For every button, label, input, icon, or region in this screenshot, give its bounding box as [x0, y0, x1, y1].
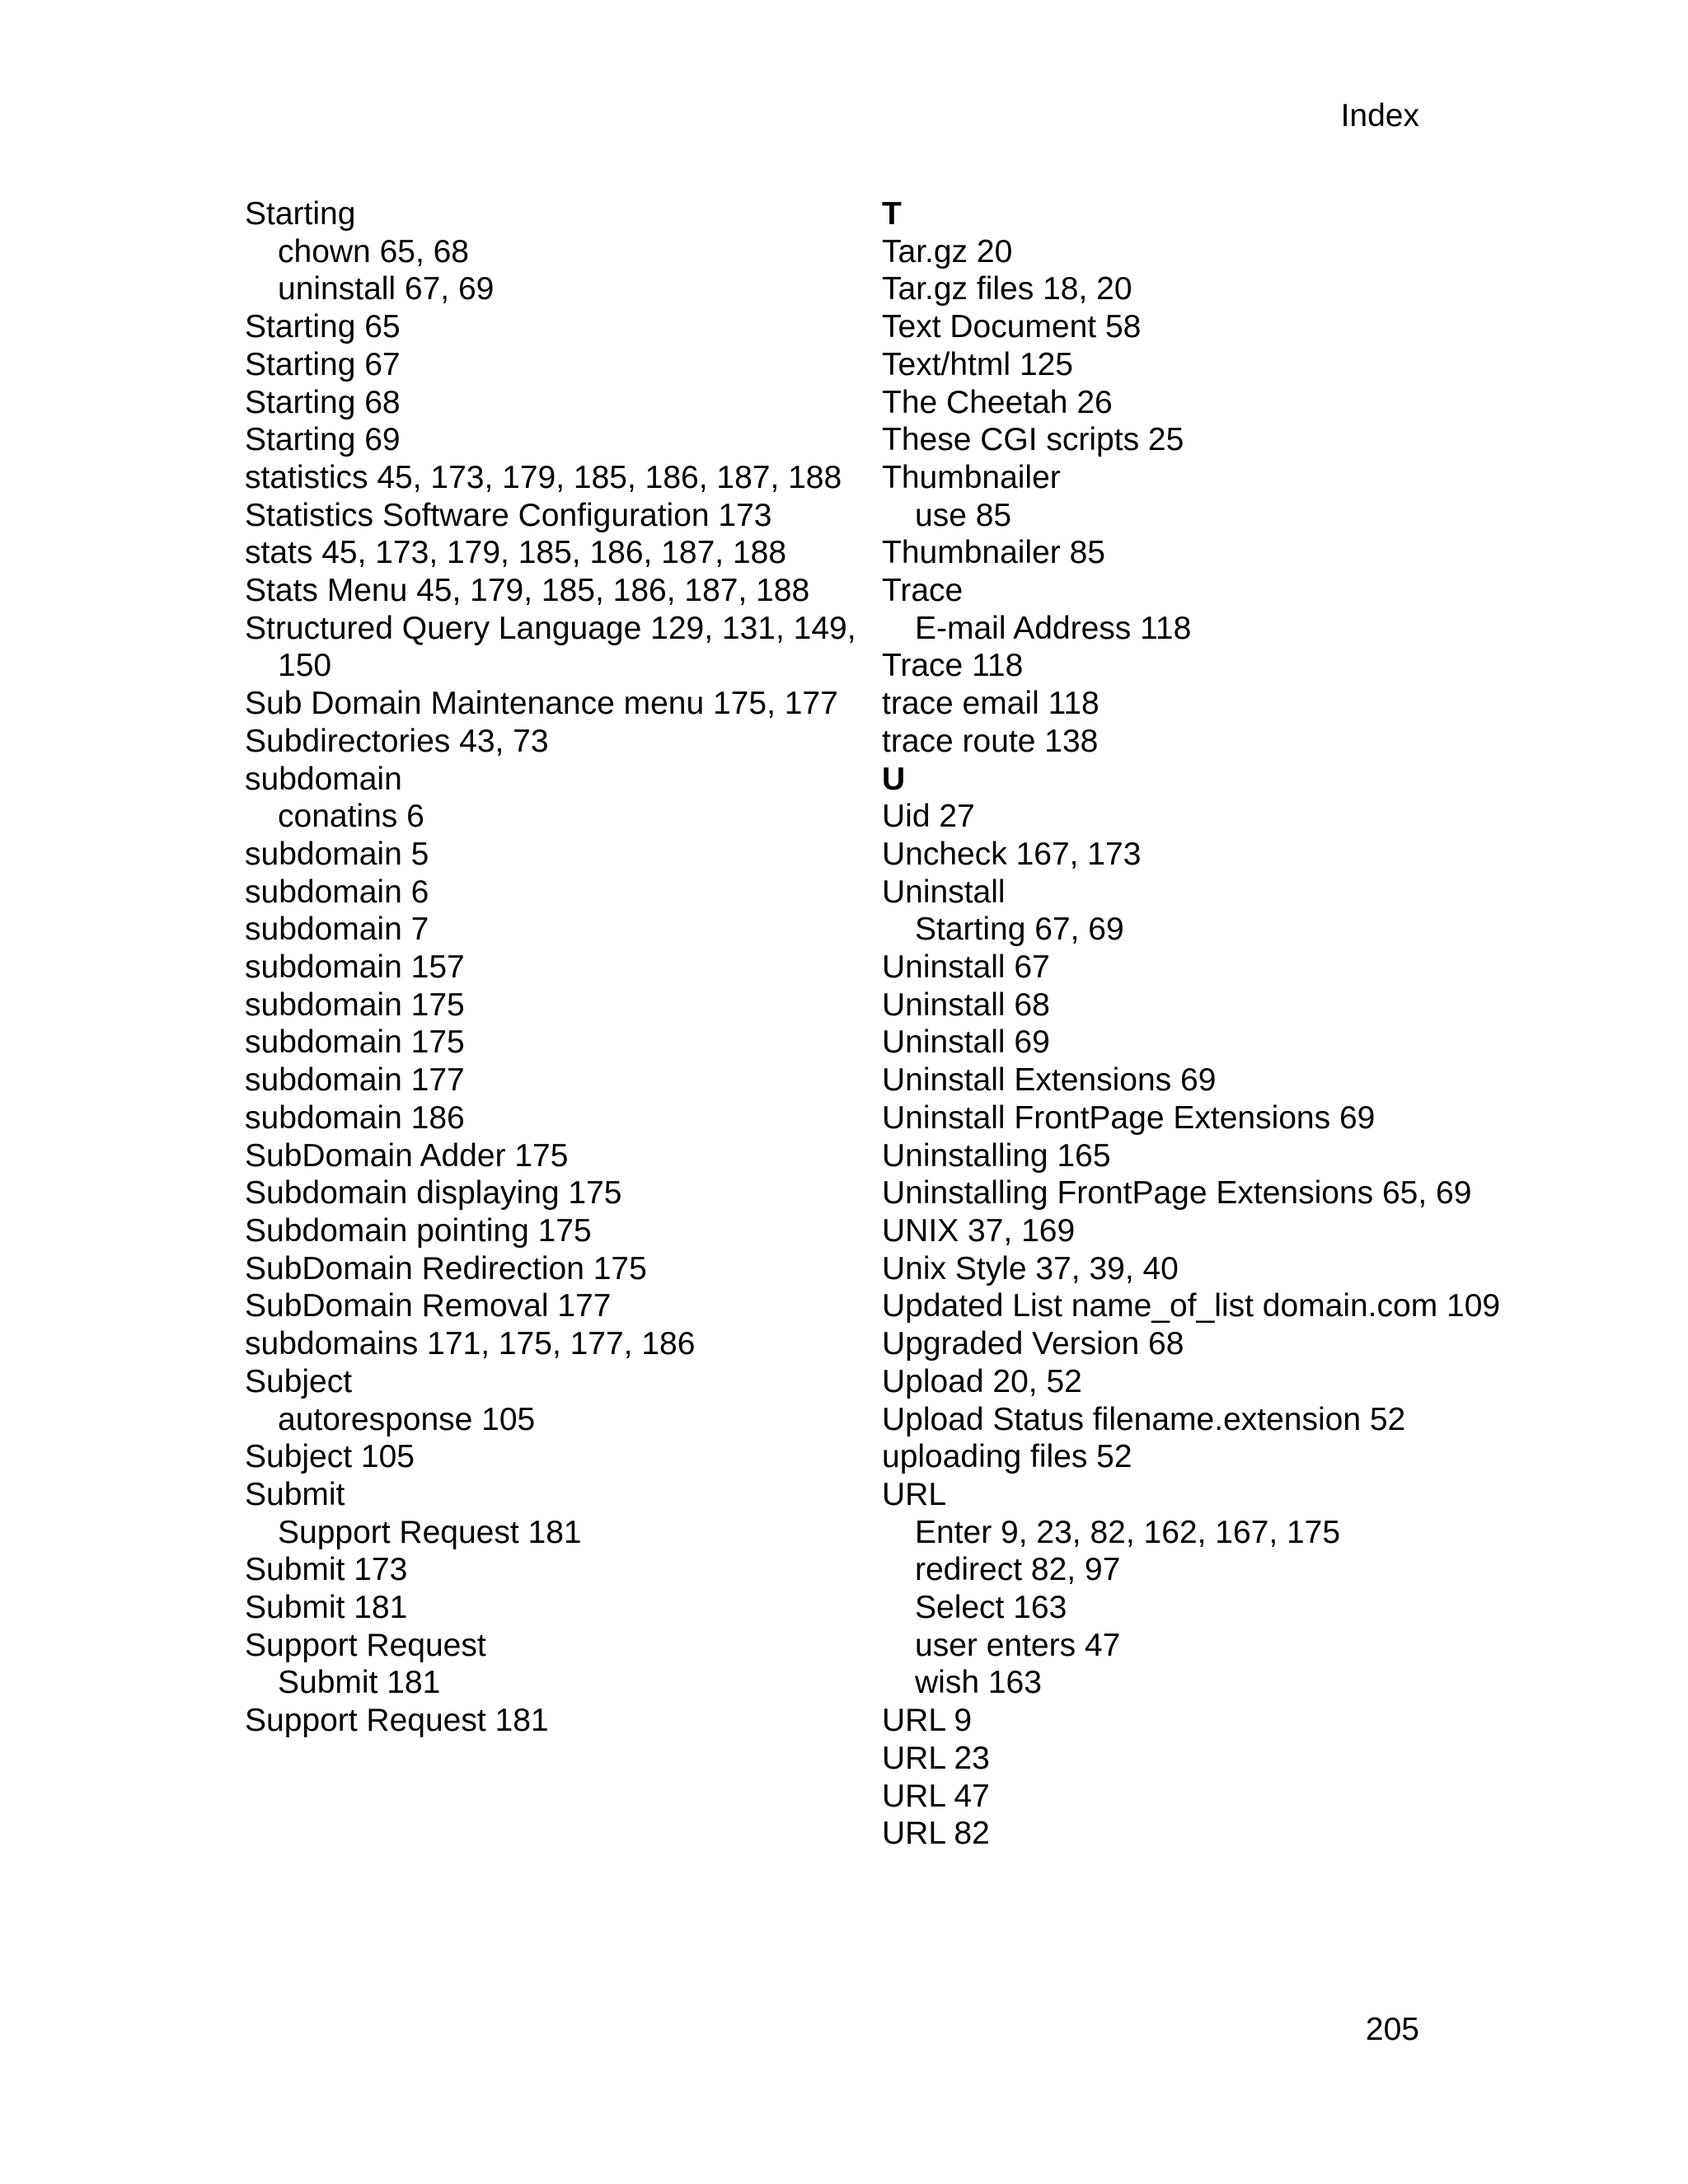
index-entry: subdomain 6 — [245, 874, 429, 910]
index-entry: Support Request 181 — [245, 1703, 549, 1739]
index-subentry: use 85 — [915, 497, 1012, 533]
index-entry: Thumbnailer 85 — [882, 535, 1105, 571]
index-entry: subdomain 5 — [245, 836, 429, 872]
index-subentry: Support Request 181 — [278, 1514, 582, 1550]
index-entry: subdomain 7 — [245, 912, 429, 948]
page-number: 205 — [1365, 2012, 1419, 2047]
index-entry: Structured Query Language 129, 131, 149, 150 — [245, 610, 856, 684]
index-entry: Starting 65 — [245, 309, 401, 345]
index-entry: Thumbnailer — [882, 459, 1061, 495]
index-entry: Uninstall — [882, 874, 1006, 910]
index-entry: subdomains 171, 175, 177, 186 — [245, 1326, 696, 1362]
index-entry: URL 82 — [882, 1816, 990, 1852]
index-entry: Subdirectories 43, 73 — [245, 723, 549, 759]
index-entry: Unix Style 37, 39, 40 — [882, 1250, 1179, 1286]
index-entry: stats 45, 173, 179, 185, 186, 187, 188 — [245, 535, 787, 571]
index-entry: Uninstall 67 — [882, 949, 1050, 986]
index-entry: The Cheetah 26 — [882, 384, 1113, 420]
index-entry: subdomain 157 — [245, 949, 465, 986]
index-entry: Tar.gz 20 — [882, 233, 1013, 269]
index-entry: Uninstall Extensions 69 — [882, 1062, 1217, 1099]
index-subentry: redirect 82, 97 — [915, 1552, 1121, 1588]
index-entry: Stats Menu 45, 179, 185, 186, 187, 188 — [245, 573, 810, 609]
index-entry: Support Request — [245, 1627, 486, 1663]
index-entry: SubDomain Removal 177 — [245, 1288, 612, 1324]
index-entry: Trace — [882, 573, 964, 609]
index-entry: Subject — [245, 1363, 353, 1399]
index-entry: Starting 67 — [245, 346, 401, 382]
index-entry: Submit 181 — [245, 1590, 408, 1626]
index-subentry: Select 163 — [915, 1590, 1067, 1626]
index-entry: statistics 45, 173, 179, 185, 186, 187, 188 — [245, 459, 842, 495]
index-entry: Uninstalling 165 — [882, 1137, 1111, 1174]
section-letter: T — [882, 196, 902, 232]
index-entry: URL 23 — [882, 1740, 990, 1776]
index-entry: uploading files 52 — [882, 1439, 1132, 1475]
index-subentry: autoresponse 105 — [278, 1401, 536, 1437]
index-entry: Statistics Software Configuration 173 — [245, 497, 772, 533]
index-entry: Uninstall FrontPage Extensions 69 — [882, 1099, 1376, 1136]
index-subentry: conatins 6 — [278, 799, 424, 835]
index-entry: Subject 105 — [245, 1439, 415, 1475]
index-entry: trace email 118 — [882, 686, 1100, 722]
index-entry: These CGI scripts 25 — [882, 422, 1184, 458]
index-entry: URL 9 — [882, 1703, 973, 1739]
index-entry: URL 47 — [882, 1778, 990, 1814]
section-letter: U — [882, 761, 906, 797]
index-entry: Upgraded Version 68 — [882, 1326, 1184, 1362]
index-entry: Tar.gz files 18, 20 — [882, 271, 1132, 307]
index-subentry: E-mail Address 118 — [915, 610, 1192, 646]
index-entry: Text Document 58 — [882, 309, 1142, 345]
running-head: Index — [1340, 98, 1419, 134]
index-entry: Starting 69 — [245, 422, 401, 458]
index-entry: SubDomain Redirection 175 — [245, 1250, 647, 1286]
index-entry: Updated List name_of_list domain.com 109 — [882, 1288, 1501, 1324]
index-entry: subdomain 177 — [245, 1062, 465, 1099]
index-entry: Sub Domain Maintenance menu 175, 177 — [245, 686, 838, 722]
index-entry: subdomain 186 — [245, 1099, 465, 1136]
index-entry: trace route 138 — [882, 723, 1099, 759]
index-entry: Upload 20, 52 — [882, 1363, 1082, 1399]
index-entry: Submit — [245, 1476, 345, 1512]
index-subentry: wish 163 — [915, 1665, 1042, 1701]
index-column-right — [882, 195, 1508, 1853]
index-subentry: chown 65, 68 — [278, 233, 470, 269]
index-entry: Uninstalling FrontPage Extensions 65, 69 — [882, 1175, 1472, 1212]
index-entry: Trace 118 — [882, 648, 1024, 684]
index-subentry: Starting 67, 69 — [915, 912, 1124, 948]
index-entry: Uninstall 69 — [882, 1024, 1050, 1061]
index-subentry: Submit 181 — [278, 1665, 441, 1701]
index-entry: Uid 27 — [882, 799, 975, 835]
index-entry: Submit 173 — [245, 1552, 408, 1588]
index-column-left — [245, 195, 871, 1740]
index-entry: Uninstall 68 — [882, 987, 1050, 1023]
index-entry: Subdomain pointing 175 — [245, 1212, 592, 1249]
index-entry: Starting 68 — [245, 384, 401, 420]
index-entry: Subdomain displaying 175 — [245, 1175, 622, 1212]
index-entry: Text/html 125 — [882, 346, 1073, 382]
index-entry: SubDomain Adder 175 — [245, 1137, 569, 1174]
index-subentry: user enters 47 — [915, 1627, 1121, 1663]
index-subentry: Enter 9, 23, 82, 162, 167, 175 — [915, 1514, 1341, 1550]
index-entry: URL — [882, 1476, 947, 1512]
index-entry: Upload Status filename.extension 52 — [882, 1401, 1406, 1437]
index-entry: Starting — [245, 196, 356, 232]
index-entry: UNIX 37, 169 — [882, 1212, 1076, 1249]
index-entry: subdomain 175 — [245, 1024, 465, 1061]
index-subentry: uninstall 67, 69 — [278, 271, 495, 307]
index-entry: subdomain — [245, 761, 402, 797]
index-entry: Uncheck 167, 173 — [882, 836, 1142, 872]
index-entry: subdomain 175 — [245, 987, 465, 1023]
